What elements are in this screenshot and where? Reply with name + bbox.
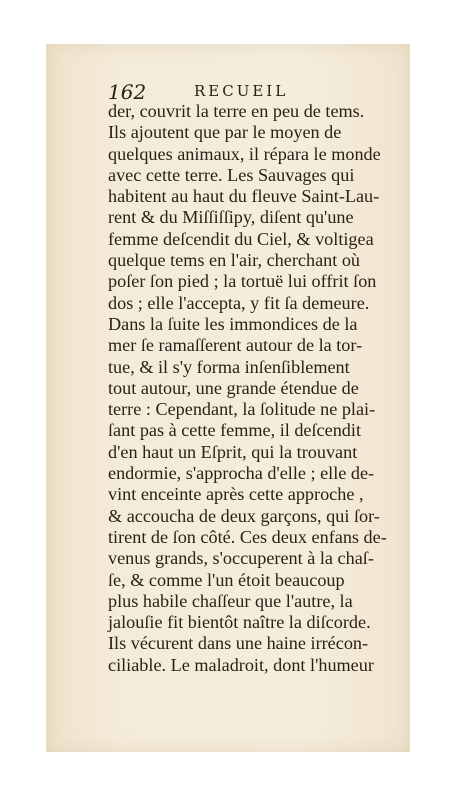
text-line: ſant pas à cette femme, il deſcendit (108, 420, 361, 441)
text-line: dos ; elle l'accepta, y fit ſa demeure. (108, 292, 370, 313)
text-line: Dans la ſuite les immondices de la (108, 313, 358, 334)
text-line: quelque tems en l'air, cherchant où (108, 250, 361, 271)
body-text (108, 101, 400, 676)
text-line: vint enceinte après cette approche , (108, 484, 364, 505)
text-line: avec cette terre. Les Sauvages qui (108, 164, 355, 185)
text-line: femme deſcendit du Ciel, & voltigea (108, 228, 374, 249)
text-line: poſer ſon pied ; la tortuë lui offrit ſon (108, 271, 377, 292)
text-line: venus grands, s'occuperent à la chaſ- (108, 548, 374, 569)
page-number: 162 (108, 80, 147, 104)
running-title: RECUEIL (194, 82, 289, 100)
text-line: plus habile chaſſeur que l'autre, la (108, 590, 353, 611)
book-page (46, 44, 410, 752)
text-line: d'en haut un Eſprit, qui la trouvant (108, 441, 358, 462)
text-line: der, couvrit la terre en peu de tems. (108, 101, 365, 121)
text-line: habitent au haut du fleuve Saint-Lau- (108, 186, 380, 207)
text-line: ſe, & comme l'un étoit beaucoup (108, 569, 345, 590)
text-line: tue, & il s'y forma inſenſiblement (108, 356, 350, 377)
text-line: quelques animaux, il répara le monde (108, 143, 381, 164)
text-line: tout autour, une grande étendue de (108, 377, 359, 398)
text-line: terre : Cependant, la ſolitude ne plai- (108, 399, 376, 420)
text-line: jalouſie fit bientôt naître la diſcorde. (108, 612, 371, 633)
text-line: & accoucha de deux garçons, qui ſor- (108, 505, 380, 526)
text-line: tirent de ſon côté. Ces deux enfans de- (108, 526, 387, 547)
text-line: rent & du Miſſiſſipy, diſent qu'une (108, 207, 354, 228)
text-line: Ils ajoutent que par le moyen de (108, 122, 342, 143)
text-line: ciliable. Le maladroit, dont l'humeur (108, 654, 374, 675)
text-line: mer ſe ramaſſerent autour de la tor- (108, 335, 363, 356)
text-line: Ils vécurent dans une haine irrécon- (108, 633, 369, 654)
text-line: endormie, s'approcha d'elle ; elle de- (108, 463, 375, 484)
